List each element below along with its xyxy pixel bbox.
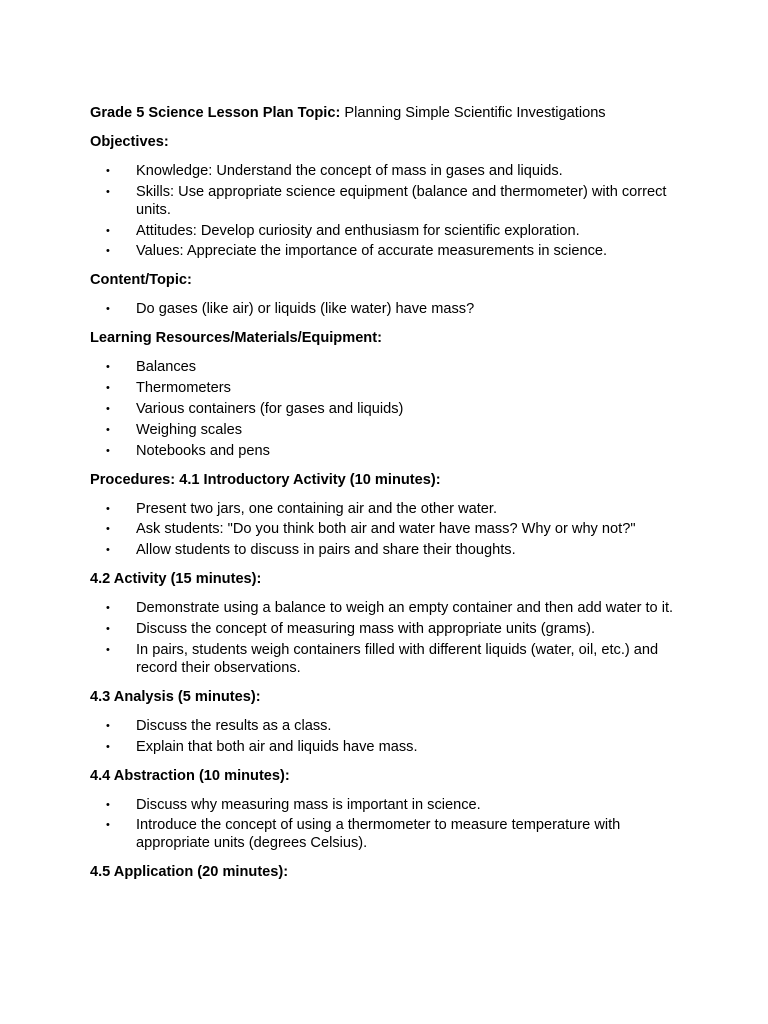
list-item bbox=[90, 183, 690, 219]
bullet-icon: • bbox=[106, 643, 110, 656]
list-item bbox=[90, 520, 690, 538]
list-item-text: Weighing scales bbox=[136, 421, 242, 438]
lesson-sections bbox=[90, 133, 690, 881]
bullet-list bbox=[90, 358, 690, 459]
list-item bbox=[90, 421, 690, 439]
section-heading: Procedures: 4.1 Introductory Activity (10 minutes): bbox=[90, 471, 441, 488]
bullet-icon: • bbox=[106, 303, 110, 316]
list-item-text: In pairs, students weigh containers filled with different liquids (water, oil, etc.) and record their observations. bbox=[136, 641, 659, 676]
list-item bbox=[90, 222, 690, 240]
bullet-icon: • bbox=[106, 502, 110, 515]
list-item bbox=[90, 379, 690, 397]
list-item bbox=[90, 162, 690, 180]
list-item-text: Do gases (like air) or liquids (like water) have mass? bbox=[136, 301, 475, 318]
list-item-text: Various containers (for gases and liquids) bbox=[136, 400, 404, 417]
list-item-text: Allow students to discuss in pairs and share their thoughts. bbox=[136, 542, 516, 559]
bullet-icon: • bbox=[106, 402, 110, 415]
bullet-icon: • bbox=[106, 622, 110, 635]
section-heading: 4.4 Abstraction (10 minutes): bbox=[90, 767, 290, 784]
list-item-text: Attitudes: Develop curiosity and enthusiasm for scientific exploration. bbox=[136, 222, 580, 239]
section-heading: Objectives: bbox=[90, 134, 169, 150]
list-item bbox=[90, 816, 690, 852]
document-title bbox=[90, 104, 690, 122]
bullet-icon: • bbox=[106, 798, 110, 811]
list-item bbox=[90, 541, 690, 559]
list-item bbox=[90, 358, 690, 376]
list-item bbox=[90, 500, 690, 518]
bullet-icon: • bbox=[106, 544, 110, 557]
list-item bbox=[90, 300, 690, 318]
list-item-text: Discuss why measuring mass is important in science. bbox=[136, 796, 481, 813]
bullet-icon: • bbox=[106, 444, 110, 457]
bullet-icon: • bbox=[106, 740, 110, 753]
section-heading: Learning Resources/Materials/Equipment: bbox=[90, 330, 382, 347]
list-item bbox=[90, 442, 690, 460]
list-item bbox=[90, 400, 690, 418]
bullet-list bbox=[90, 796, 690, 853]
list-item bbox=[90, 796, 690, 814]
list-item-text: Ask students: "Do you think both air and water have mass? Why or why not?" bbox=[136, 521, 636, 538]
bullet-icon: • bbox=[106, 245, 110, 258]
bullet-icon: • bbox=[106, 719, 110, 732]
list-item bbox=[90, 599, 690, 617]
bullet-icon: • bbox=[106, 165, 110, 177]
section-heading: Content/Topic: bbox=[90, 272, 192, 289]
bullet-icon: • bbox=[106, 819, 110, 832]
list-item-text: Discuss the results as a class. bbox=[136, 717, 332, 734]
list-item bbox=[90, 620, 690, 638]
list-item-text: Explain that both air and liquids have mass. bbox=[136, 738, 418, 755]
list-item bbox=[90, 641, 690, 677]
bullet-icon: • bbox=[106, 185, 110, 198]
section-heading: 4.3 Analysis (5 minutes): bbox=[90, 688, 261, 705]
bullet-list bbox=[90, 599, 690, 677]
list-item-text: Balances bbox=[136, 359, 197, 376]
section-heading: 4.5 Application (20 minutes): bbox=[90, 864, 289, 881]
bullet-icon: • bbox=[106, 523, 110, 536]
list-item-text: Values: Appreciate the importance of accurate measurements in science. bbox=[136, 243, 608, 260]
list-item-text: Notebooks and pens bbox=[136, 442, 270, 459]
list-item-text: Discuss the concept of measuring mass with appropriate units (grams). bbox=[136, 620, 596, 637]
bullet-icon: • bbox=[106, 382, 110, 395]
list-item-text: Introduce the concept of using a thermometer to measure temperature with appropriate units (degrees Celsius). bbox=[136, 817, 621, 852]
bullet-icon: • bbox=[106, 423, 110, 436]
title-bold: Grade 5 Science Lesson Plan Topic: bbox=[90, 105, 341, 121]
title-topic: Planning Simple Scientific Investigations bbox=[340, 105, 606, 121]
list-item-text: Demonstrate using a balance to weigh an empty container and then add water to it. bbox=[136, 600, 674, 617]
section-heading: 4.2 Activity (15 minutes): bbox=[90, 571, 262, 588]
bullet-list bbox=[90, 162, 690, 260]
bullet-icon: • bbox=[106, 224, 110, 237]
bullet-list bbox=[90, 300, 690, 318]
document-page bbox=[90, 104, 690, 892]
bullet-list bbox=[90, 500, 690, 560]
list-item bbox=[90, 717, 690, 735]
bullet-icon: • bbox=[106, 602, 110, 615]
list-item-text: Knowledge: Understand the concept of mass in gases and liquids. bbox=[136, 163, 563, 179]
list-item bbox=[90, 242, 690, 260]
bullet-icon: • bbox=[106, 361, 110, 374]
list-item-text: Present two jars, one containing air and the other water. bbox=[136, 500, 498, 517]
bullet-list bbox=[90, 717, 690, 756]
list-item-text: Skills: Use appropriate science equipment (balance and thermometer) with correct units. bbox=[136, 183, 667, 218]
list-item bbox=[90, 738, 690, 756]
list-item-text: Thermometers bbox=[136, 380, 231, 397]
